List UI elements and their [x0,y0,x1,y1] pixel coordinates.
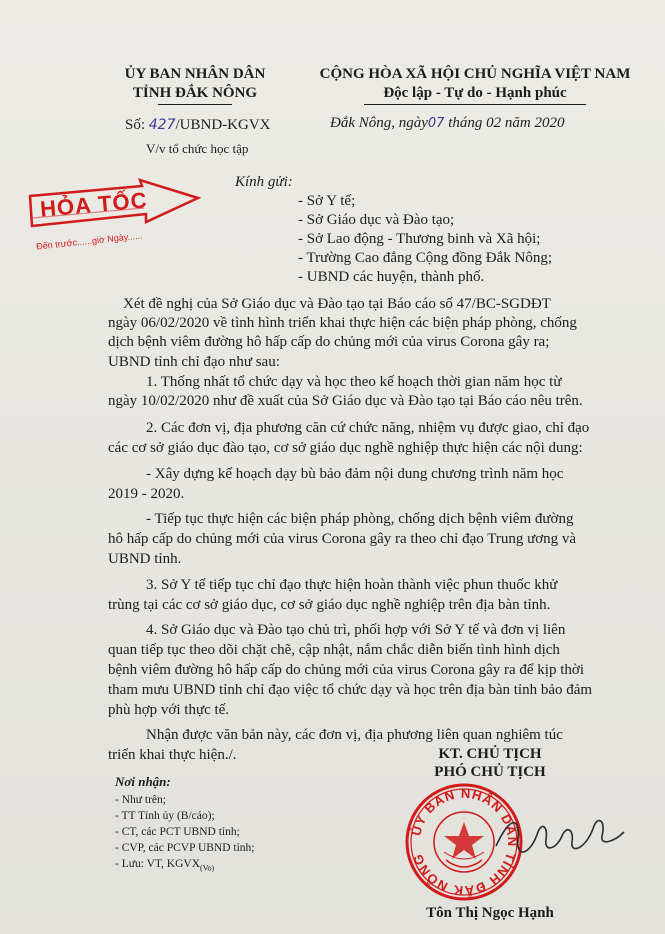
item2a-line: - Xây dựng kế hoạch dạy bù bảo đảm nội dung chương trình năm học [146,466,564,482]
urgent-stamp-label: HỎA TỐC [39,187,149,222]
item1-line: 1. Thống nhất tổ chức dạy và học theo kế hoạch thời gian năm học từ [146,374,562,390]
item2-line: 2. Các đơn vị, địa phương căn cứ chức năng, nhiệm vụ được giao, chỉ đạo [146,420,590,436]
item2b-line: hô hấp cấp do chủng mới của virus Corona gây ra theo chỉ đạo Trung ương và [108,531,577,547]
issuing-org-line1: ỦY BAN NHÂN DÂN [124,66,266,82]
seal-text: ỦY BAN NHÂN DÂN TỈNH ĐẮK NÔNG [408,785,521,899]
distribution-item: - Như trên; [115,794,166,806]
item2b-line: UBND tỉnh. [108,551,182,567]
intro-line: ngày 06/02/2020 về tình hình triển khai thực hiện các biện pháp phòng, chống [108,315,577,331]
item3-line: 3. Sở Y tế tiếp tục chỉ đạo thực hiện hoàn thành việc phun thuốc khử [146,577,558,593]
signature-title-line1: KT. CHỦ TỊCH [438,746,542,762]
distribution-item: - CVP, các PCVP UBND tỉnh; [115,842,255,854]
recipient-item: - Sở Giáo dục và Đào tạo; [298,212,455,228]
signature-scribble-icon [490,806,630,866]
date-suffix: tháng 02 năm 2020 [448,115,565,131]
distribution-archive: - Lưu: VT, KGVX [115,858,201,870]
intro-line: dịch bệnh viêm đường hô hấp cấp do chủng mới của virus Corona gây ra; [108,334,550,350]
motto-underline [364,104,586,105]
item3-line: trùng tại các cơ sở giáo dục, cơ sở giáo dục nghề nghiệp trên địa bàn tỉnh. [108,597,551,613]
urgent-stamp-sublabel: Đến trước......giờ Ngày...... [35,230,143,252]
intro-line: Xét đề nghị của Sở Giáo dục và Đào tạo tại Báo cáo số 47/BC-SGDĐT [123,296,551,312]
date-prefix: Đắk Nông, ngày [330,115,428,131]
urgent-stamp [22,178,202,268]
recipients-title: Kính gửi: [235,174,293,190]
document-number [125,117,271,134]
item4-line: quan tiếp tục theo dõi chặt chẽ, cập nhật, nắm chắc diễn biến tình hình dịch [108,642,560,658]
recipient-item: - UBND các huyện, thành phố. [298,269,485,285]
item2a-line: 2019 - 2020. [108,486,185,502]
item2-line: các cơ sở giáo dục đào tạo, cơ sở giáo dục nghề nghiệp thực hiện các nội dung: [108,440,583,456]
country-name: CỘNG HÒA XÃ HỘI CHỦ NGHĨA VIỆT NAM [319,66,631,82]
issue-date [330,115,564,132]
closing-line: Nhận được văn bản này, các đơn vị, địa phương liên quan nghiêm túc [146,727,563,743]
doc-number-suffix: /UBND-KGVX [175,117,271,133]
distribution-item: - CT, các PCT UBND tỉnh; [115,826,240,838]
item2b-line: - Tiếp tục thực hiện các biện pháp phòng, chống dịch bệnh viêm đường [146,511,574,527]
doc-number-handwritten: 427 [148,117,176,133]
item1-line: ngày 10/02/2020 như đề xuất của Sở Giáo dục và Đào tạo tại Báo cáo nêu trên. [108,393,583,409]
national-motto: Độc lập - Tự do - Hạnh phúc [383,85,567,101]
recipient-item: - Sở Y tế; [298,193,356,209]
distribution-list [115,792,305,876]
document-subject: V/v tổ chức học tập [146,141,249,156]
item4-line: bệnh viêm đường hô hấp cấp do chủng mới của virus Corona gây ra để kịp thời [108,662,584,678]
doc-number-prefix: Số: [125,117,146,133]
distribution-title: Nơi nhận: [115,774,171,789]
intro-line: UBND tỉnh chỉ đạo như sau: [108,354,280,370]
date-day-handwritten: 07 [427,116,445,131]
handwritten-signature [490,806,630,866]
item4-line: tham mưu UBND tỉnh chỉ đạo việc tổ chức dạy và học trên địa bàn tỉnh bảo đảm [108,682,593,698]
distribution-archive-suffix: (Vo) [200,863,215,873]
item4-line: 4. Sở Giáo dục và Đào tạo chủ trì, phối hợp với Sở Y tế và đơn vị liên [146,622,566,638]
distribution-item: - TT Tỉnh ủy (B/cáo); [115,810,215,822]
distribution-item [115,856,305,876]
recipient-item: - Sở Lao động - Thương binh và Xã hội; [298,231,541,247]
signature-title-line2: PHÓ CHỦ TỊCH [434,764,546,780]
item4-line: phù hợp với thực tế. [108,702,230,718]
signer-name: Tôn Thị Ngọc Hạnh [426,905,554,921]
org-underline [158,104,232,105]
recipient-item: - Trường Cao đẳng Cộng đồng Đắk Nông; [298,250,552,266]
closing-line: triển khai thực hiện./. [108,747,237,763]
issuing-org-line2: TỈNH ĐẮK NÔNG [132,85,258,101]
